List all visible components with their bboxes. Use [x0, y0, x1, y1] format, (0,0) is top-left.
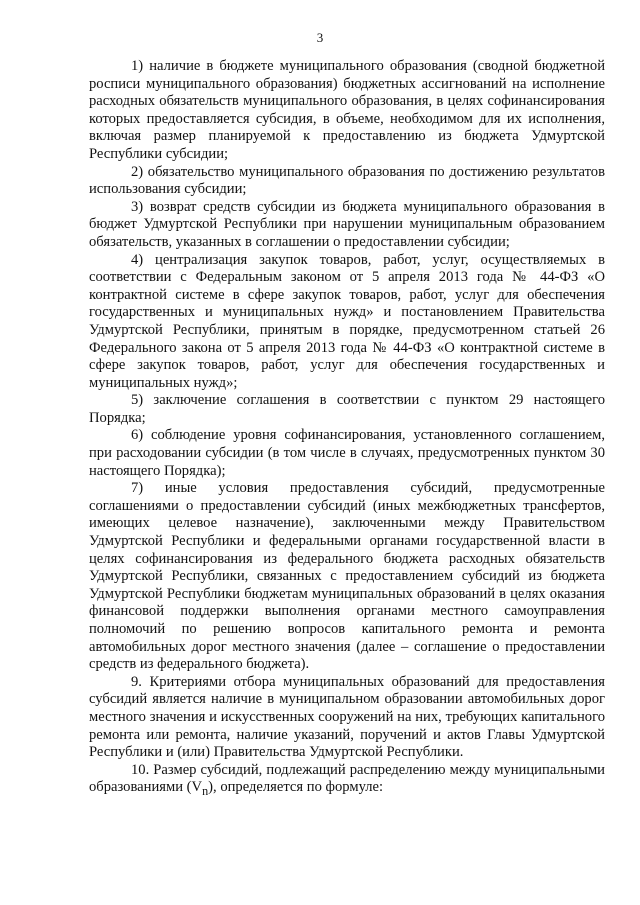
paragraph-item-10-end: ), определяется по формуле: [208, 779, 384, 796]
document-body [89, 58, 605, 801]
paragraph-condition-5: 5) заключение соглашения в соответствии с пунктом 29 настоящего Порядка; [89, 392, 605, 426]
paragraph-condition-1: 1) наличие в бюджете муниципального образования (сводной бюджетной росписи муниципального образования) бюджетных ассигнований на исполнение расходных обязательств муниципального образования, в целях софинансирования которых предоставляется субсидия, в объеме, необходимом для их исполнения, включая размер планируемой к предоставлению из бюджета Удмуртской Республики субсидии; [89, 58, 605, 162]
paragraph-condition-4: 4) централизация закупок товаров, работ, услуг, осуществляемых в соответствии с Федеральным законом от 5 апреля 2013 года № 44-ФЗ «О контрактной системе в сфере закупок товаров, работ, услуг для обеспечения государственных и муниципальных нужд» и постановлением Правительства Удмуртской Республики, принятым в порядке, предусмотренном статьей 26 Федерального закона от 5 апреля 2013 года № 44-ФЗ «О контрактной системе в сфере закупок товаров, работ, услуг для обеспечения государственных и муниципальных нужд»; [89, 251, 605, 391]
paragraph-condition-2: 2) обязательство муниципального образования по достижению результатов использования субсидии; [89, 163, 605, 198]
subscript-n: n [202, 784, 209, 799]
paragraph-condition-7: 7) иные условия предоставления субсидий, предусмотренные соглашениями о предоставлении субсидий (иных межбюджетных трансфертов, имеющих целевое назначение), заключенными между Правительством Удмуртской Республики и федеральными органами государственной власти в целях софинансирования из федерального бюджета расходных обязательств Удмуртской Республики, связанных с предоставлением субсидий из бюджета Удмуртской Республики бюджетам муниципальных образований в целях оказания финансовой поддержки выполнения органами местного самоуправления полномочий по решению вопросов капитального ремонта и ремонта автомобильных дорог местного значения (далее – соглашение о предоставлении средств из федерального бюджета). [89, 480, 605, 673]
paragraph-item-9: 9. Критериями отбора муниципальных образований для предоставления субсидий является наличие в муниципальном образовании автомобильных дорог местного значения и искусственных сооружений на них, требующих капитального ремонта или ремонта, наличие указаний, поручений и актов Главы Удмуртской Республики и (или) Правительства Удмуртской Республики. [89, 673, 605, 761]
page-number: 3 [316, 30, 324, 45]
paragraph-item-10 [89, 762, 605, 801]
paragraph-item-10-start: 10. Размер субсидий, подлежащий распределению между муниципальными образованиями (V [89, 761, 605, 796]
paragraph-condition-6: 6) соблюдение уровня софинансирования, установленного соглашением, при расходовании субсидии (в том числе в случаях, предусмотренных пунктом 30 настоящего Порядка); [89, 427, 605, 479]
paragraph-condition-3: 3) возврат средств субсидии из бюджета муниципального образования в бюджет Удмуртской Республики при нарушении муниципальным образованием обязательств, указанных в соглашении о предоставлении субсидии; [89, 198, 605, 250]
